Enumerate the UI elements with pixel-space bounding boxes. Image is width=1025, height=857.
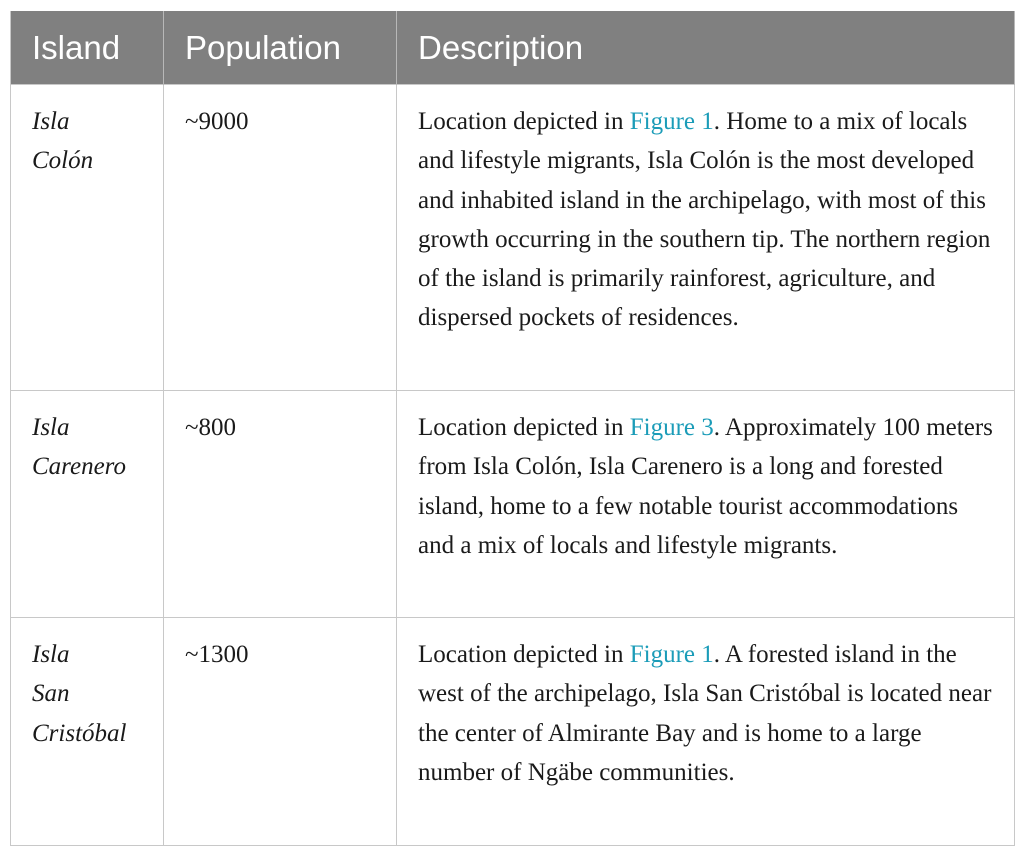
description-text: Location depicted in [418,108,630,135]
population-cell: ~800 [164,391,397,618]
column-header-population: Population [164,11,397,85]
island-cell [11,618,164,846]
description-text: Location depicted in [418,641,630,668]
column-header-island: Island [11,11,164,85]
island-cell [11,85,164,391]
description-text: . Approximately 100 meters from Isla Colón, Isla Carenero is a long and forested island, home to a few notable tourist accommodations and a mix of locals and lifestyle migrants. [418,414,993,559]
island-table [10,11,1015,846]
island-name-line: Isla [32,414,70,441]
figure-link[interactable]: Figure 1 [629,641,714,668]
table-body [11,85,1015,846]
island-name-line: Carenero [32,453,126,481]
description-text: . Home to a mix of locals and lifestyle migrants, Isla Colón is the most developed and inhabited island in the archipelago, with most of this growth occurring in the southern tip. The northern region of the island is primarily rainforest, agriculture, and dispersed pockets of residences. [418,108,991,332]
table-row [11,85,1015,391]
island-name-line: Colón [32,147,94,175]
column-header-description: Description [397,11,1015,85]
island-name-line: Cristóbal [32,719,127,747]
population-cell: ~9000 [164,85,397,391]
description-text: . A forested island in the west of the archipelago, Isla San Cristóbal is located near the center of Almirante Bay and is home to a large number of Ngäbe communities. [418,641,992,786]
description-cell [397,391,1015,618]
description-cell [397,85,1015,391]
table-row [11,391,1015,618]
figure-link[interactable]: Figure 1 [629,108,714,135]
description-cell [397,618,1015,846]
island-name-line: Isla [32,108,70,135]
table-row [11,618,1015,846]
island-name-line: San [32,680,70,708]
island-cell [11,391,164,618]
island-name-line: Isla [32,641,70,668]
description-text: Location depicted in [418,414,630,441]
figure-link[interactable]: Figure 3 [629,414,714,441]
population-cell: ~1300 [164,618,397,846]
table-header [11,11,1015,85]
header-row [11,11,1015,85]
